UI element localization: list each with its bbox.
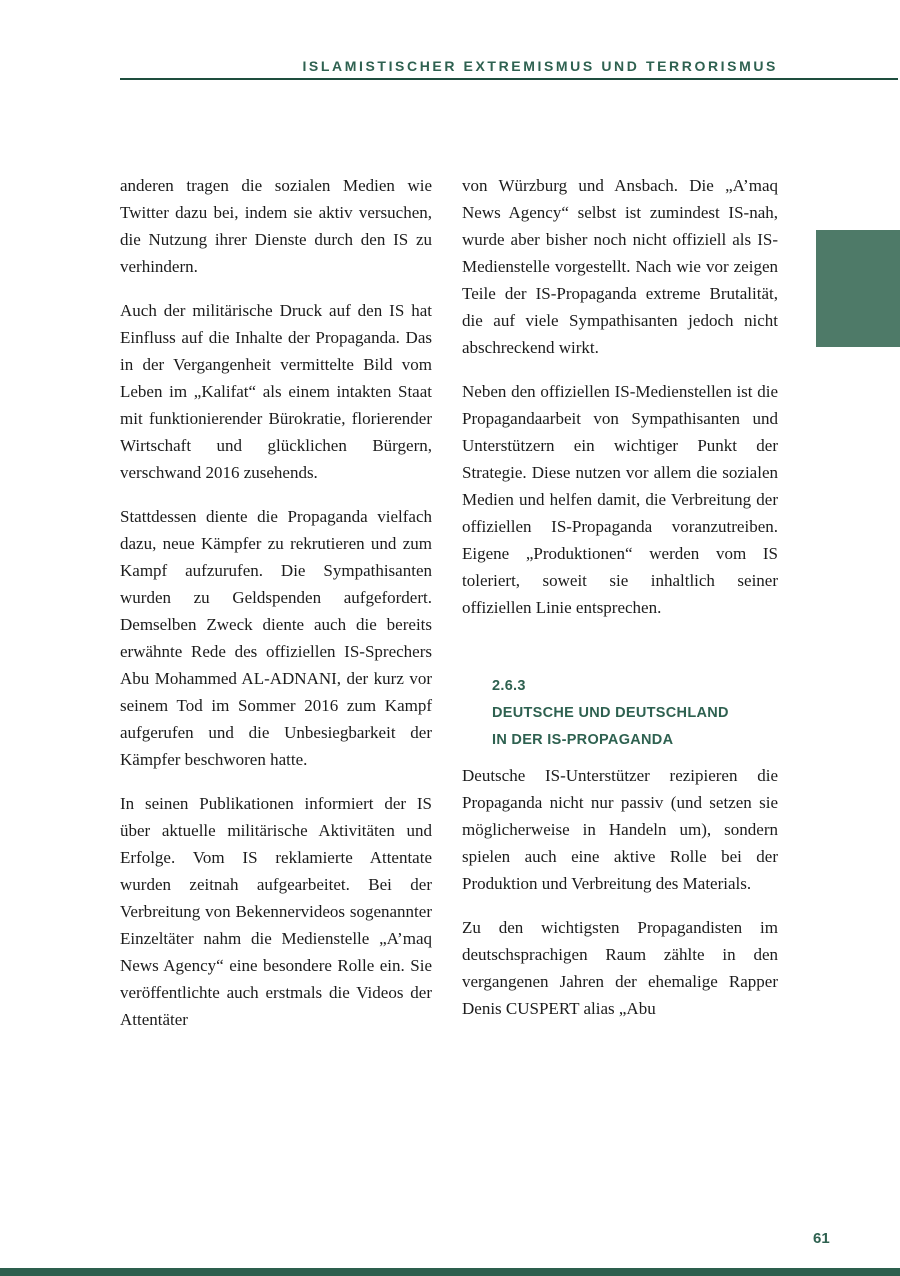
- section-title-line: DEUTSCHE UND DEUTSCHLAND: [492, 705, 729, 721]
- section-number: 2.6.3: [492, 678, 526, 694]
- right-column: [462, 172, 778, 1039]
- paragraph: In seinen Publikationen informiert der IS über aktuelle militärische Aktivitäten und Erfolge. Vom IS reklamierte Attentate wurden zeitnah aufgearbeitet. Bei der Verbreitung von Bekennervideos sogenannter Einzeltäter nahm die Medienstelle „A’maq News Agency“ eine besondere Rolle ein. Sie veröffentlichte auch erstmals die Videos der Attentäter: [120, 794, 432, 1029]
- running-header: ISLAMISTISCHER EXTREMISMUS UND TERRORISMUS: [302, 58, 778, 74]
- chapter-marker-tab: [816, 230, 900, 347]
- paragraph: Deutsche IS-Unterstützer rezipieren die Propaganda nicht nur passiv (und setzen sie möglicherweise in Handeln um), sondern spielen auch eine aktive Rolle bei der Produktion und Verbreitung des Materials.: [462, 766, 778, 893]
- paragraph: Stattdessen diente die Propaganda vielfach dazu, neue Kämpfer zu rekrutieren und zum Kampf aufzurufen. Die Sympathisanten wurden zu Geldspenden aufgefordert. Demselben Zweck diente auch die bereits erwähnte Rede des offiziellen IS-Sprechers Abu Mohammed AL-ADNANI, der kurz vor seinem Tod im Sommer 2016 zum Kampf aufgerufen und die Unbesiegbarkeit der Kämpfer beschworen hatte.: [120, 507, 432, 769]
- header-rule: [120, 78, 898, 80]
- footer-bar: [0, 1268, 900, 1276]
- paragraph: Auch der militärische Druck auf den IS hat Einfluss auf die Inhalte der Propaganda. Das in der Vergangenheit vermittelte Bild vom Leben im „Kalifat“ als einem intakten Staat mit funktionierender Bürokratie, florierender Wirtschaft und glücklichen Bürgern, verschwand 2016 zusehends.: [120, 301, 432, 482]
- paragraph: von Würzburg und Ansbach. Die „A’maq News Agency“ selbst ist zumindest IS-nah, wurde aber bisher noch nicht offiziell als IS-Medienstelle vorgestellt. Nach wie vor zeigen Teile der IS-Propaganda extreme Brutalität, die auf viele Sympathisanten jedoch nicht abschreckend wirkt.: [462, 176, 778, 357]
- page-number: 61: [813, 1230, 830, 1247]
- section-title-line: IN DER IS-PROPAGANDA: [492, 732, 674, 748]
- paragraph: Neben den offiziellen IS-Medienstellen ist die Propagandaarbeit von Sympathisanten und Unterstützern ein wichtiger Punkt der Strategie. Diese nutzen vor allem die sozialen Medien und helfen damit, die Verbreitung der offiziellen IS-Propaganda voranzutreiben. Eigene „Produktionen“ werden vom IS toleriert, soweit sie inhaltlich seiner offiziellen Linie entsprechen.: [462, 382, 778, 617]
- section-heading: [492, 673, 778, 754]
- left-column: [120, 172, 432, 1050]
- paragraph: Zu den wichtigsten Propagandisten im deutschsprachigen Raum zählte in den vergangenen Jahren der ehemalige Rapper Denis CUSPERT alias „Abu: [462, 918, 778, 1018]
- paragraph: anderen tragen die sozialen Medien wie Twitter dazu bei, indem sie aktiv versuchen, die Nutzung ihrer Dienste durch den IS zu verhindern.: [120, 176, 432, 276]
